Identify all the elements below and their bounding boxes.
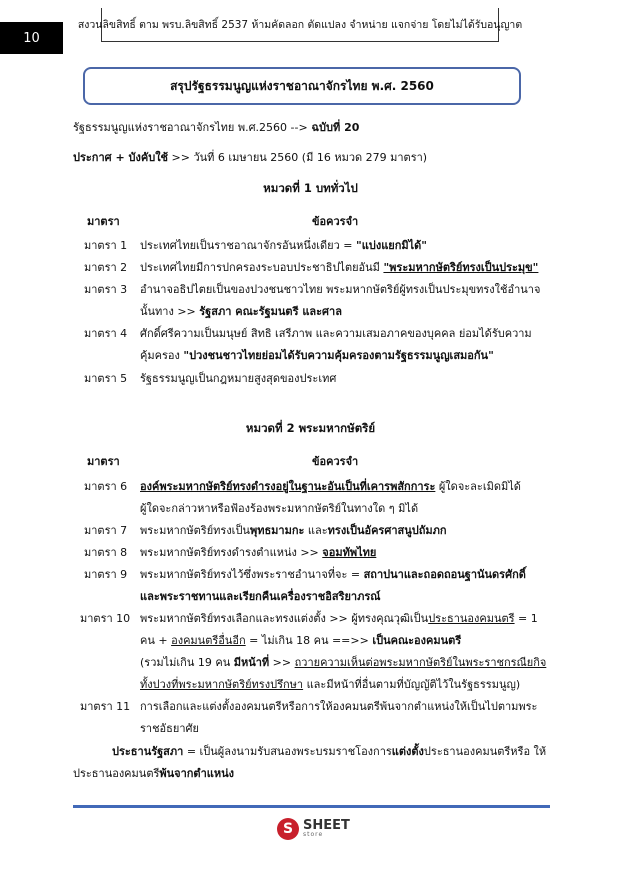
article-4-line-1: ศักดิ์ศรีความเป็นมนุษย์ สิทธิ เสรีภาพ และความเสมอภาคของบุคคล ย่อมได้รับความ <box>140 327 532 340</box>
intro-line-2 <box>73 148 427 166</box>
logo-word: SHEET <box>303 818 350 833</box>
article-3-line-1: อำนาจอธิปไตยเป็นของปวงชนชาวไทย พระมหากษัตริย์ผู้ทรงเป็นประมุขทรงใช้อำนาจ <box>140 283 541 296</box>
page-number: 10 <box>0 22 63 54</box>
article-9-label: มาตรา 9 <box>84 568 128 581</box>
closing-line-1: ประธานรัฐสภา = เป็นผู้ลงนามรับสนองพระบรมราชโองการแต่งตั้งประธานองคมนตรีหรือ ให้ <box>112 745 547 758</box>
article-2-text: ประเทศไทยมีการปกครองระบอบประชาธิปไตยอันมี "พระมหากษัตริย์ทรงเป็นประมุข" <box>140 261 539 274</box>
closing-line-2: ประธานองคมนตรีพ้นจากตำแหน่ง <box>73 767 234 780</box>
section-2-heading: หมวดที่ 2 พระมหากษัตริย์ <box>245 421 376 435</box>
section-2-col-article: มาตรา <box>87 455 120 468</box>
section-1-heading: หมวดที่ 1 บททั่วไป <box>263 181 358 195</box>
article-4-label: มาตรา 4 <box>84 327 128 340</box>
article-1-label: มาตรา 1 <box>84 239 128 252</box>
intro-line-1 <box>73 118 359 136</box>
article-3-label: มาตรา 3 <box>84 283 128 296</box>
article-7-text: พระมหากษัตริย์ทรงเป็นพุทธมามกะ และทรงเป็นอัครศาสนูปถัมภก <box>140 524 447 537</box>
section-1-col-note: ข้อควรจำ <box>312 215 359 228</box>
intro-constitution-text: รัฐธรรมนูญแห่งราชอาณาจักรไทย พ.ศ.2560 --> <box>73 121 308 134</box>
intro-promulgation-label: ประกาศ + บังคับใช้ <box>73 151 169 164</box>
article-10-line-1: พระมหากษัตริย์ทรงเลือกและทรงแต่งตั้ง >> ผู้ทรงคุณวุฒิเป็นประธานองคมนตรี = 1 <box>140 612 538 625</box>
intro-promulgation-date: >> วันที่ 6 เมษายน 2560 (มี 16 หมวด 279 มาตรา) <box>168 151 428 164</box>
article-9-line-2: และพระราชทานและเรียกคืนเครื่องราชอิสริยาภรณ์ <box>140 590 381 603</box>
article-3-line-2: นั้นทาง >> รัฐสภา คณะรัฐมนตรี และศาล <box>140 305 342 318</box>
sheet-store-logo-icon: S <box>277 818 299 840</box>
logo-sub: store <box>303 831 324 838</box>
article-2-label: มาตรา 2 <box>84 261 128 274</box>
article-11-line-1: การเลือกและแต่งตั้งองคมนตรีหรือการให้องคมนตรีพ้นจากตำแหน่งให้เป็นไปตามพระ <box>140 700 538 713</box>
article-4-line-2: คุ้มครอง "ปวงชนชาวไทยย่อมได้รับความคุ้มครองตามรัฐธรรมนูญเสมอกัน" <box>140 349 494 362</box>
footer-rule <box>73 805 550 808</box>
document-title: สรุปรัฐธรรมนูญแห่งราชอาณาจักรไทย พ.ศ. 2560 <box>170 78 434 93</box>
article-10-line-4: ทั้งปวงที่พระมหากษัตริย์ทรงปรึกษา และมีหน้าที่อื่นตามที่บัญญัติไว้ในรัฐธรรมนูญ) <box>140 678 521 691</box>
article-5-label: มาตรา 5 <box>84 372 128 385</box>
article-11-line-2: ราชอัธยาศัย <box>140 722 199 735</box>
article-8-label: มาตรา 8 <box>84 546 128 559</box>
section-1-col-article: มาตรา <box>87 215 120 228</box>
article-6-line-2: ผู้ใดจะกล่าวหาหรือฟ้องร้องพระมหากษัตริย์ในทางใด ๆ มิได้ <box>140 502 419 515</box>
article-8-text: พระมหากษัตริย์ทรงดำรงตำแหน่ง >> จอมทัพไทย <box>140 546 377 559</box>
document-title-box <box>83 67 521 105</box>
intro-edition: ฉบับที่ 20 <box>307 121 360 134</box>
article-11-label: มาตรา 11 <box>80 700 131 713</box>
section-2-col-note: ข้อควรจำ <box>312 455 359 468</box>
article-6-label: มาตรา 6 <box>84 480 128 493</box>
article-1-text: ประเทศไทยเป็นราชอาณาจักรอันหนึ่งเดียว = "แบ่งแยกมิได้" <box>140 239 428 252</box>
article-7-label: มาตรา 7 <box>84 524 128 537</box>
sheet-store-logo <box>277 815 361 843</box>
copyright-header: สงวนลิขสิทธิ์ ตาม พรบ.ลิขสิทธิ์ 2537 ห้ามคัดลอก ตัดแปลง จำหน่าย แจกจ่าย โดยไม่ได้รับอนุญาต <box>101 8 499 42</box>
article-10-label: มาตรา 10 <box>80 612 131 625</box>
article-6-line-1: องค์พระมหากษัตริย์ทรงดำรงอยู่ในฐานะอันเป็นที่เคารพสักการะ ผู้ใดจะละเมิดมิได้ <box>140 480 521 493</box>
article-10-line-2: คน + องคมนตรีอื่นอีก = ไม่เกิน 18 คน ==>> เป็นคณะองคมนตรี <box>140 634 462 647</box>
article-9-line-1: พระมหากษัตริย์ทรงไว้ซึ่งพระราชอำนาจที่จะ = สถาปนาและถอดถอนฐานันดรศักดิ์ <box>140 568 526 581</box>
article-10-line-3: (รวมไม่เกิน 19 คน มีหน้าที่ >> ถวายความเห็นต่อพระมหากษัตริย์ในพระราชกรณียกิจ <box>140 656 547 669</box>
article-5-text: รัฐธรรมนูญเป็นกฎหมายสูงสุดของประเทศ <box>140 372 337 385</box>
